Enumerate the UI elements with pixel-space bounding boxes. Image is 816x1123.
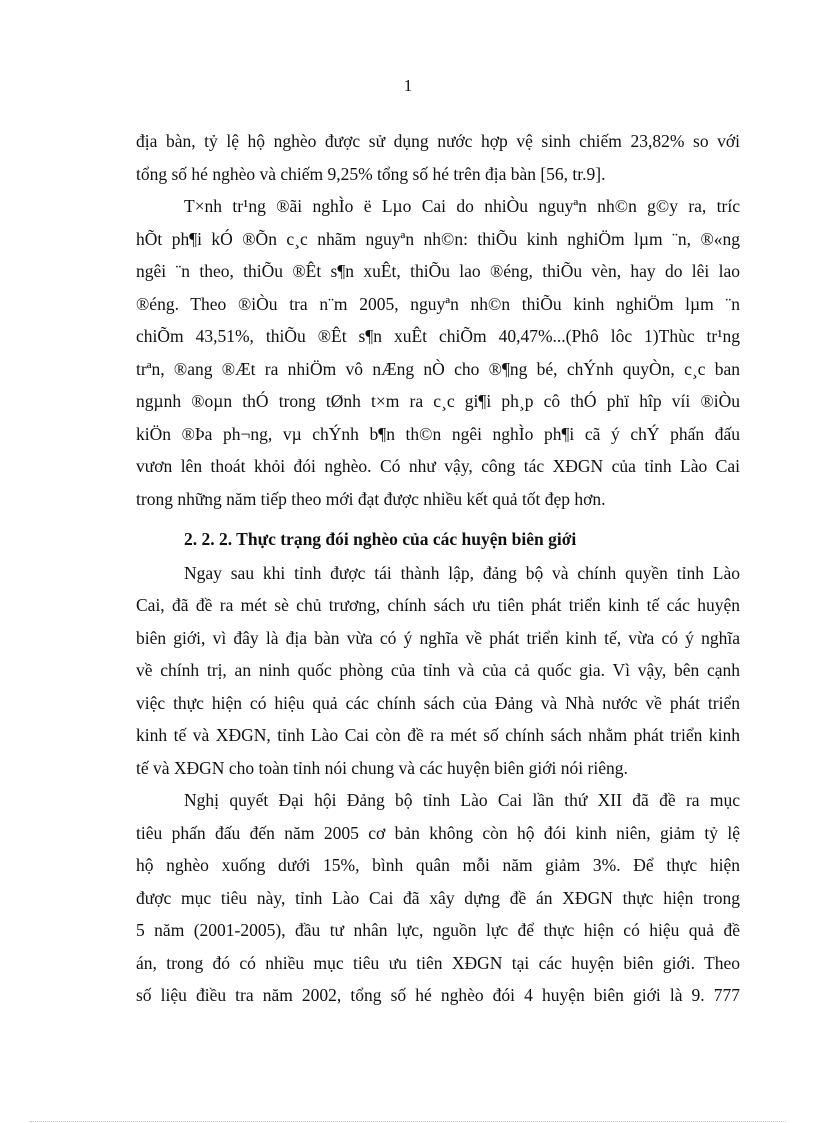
footer-divider xyxy=(30,1121,786,1122)
text-line: vươn lên thoát khỏi đói nghèo. Có như vậy, công tác XĐGN của tỉnh Lào Cai xyxy=(136,456,740,476)
text-line: hÕt ph¶i kÓ ®Õn c¸c nhãm nguyªn nh©n: thiÕu kinh nghiÖm lµm ¨n, ®«ng xyxy=(136,228,740,249)
document-body xyxy=(136,125,740,1012)
text-line: chiÕm 43,51%, thiÕu ®Êt s¶n xuÊt chiÕm 40,47%...(Phô lôc 1)Thùc tr¹ng xyxy=(136,326,740,346)
text-line: tiêu phấn đấu đến năm 2005 cơ bản không còn hộ đói kinh niên, giảm tỷ lệ xyxy=(136,822,740,843)
text-line: được mục tiêu này, tỉnh Lào Cai đã xây dựng đề án XĐGN thực hiện trong xyxy=(136,887,740,908)
text-line: hộ nghèo xuống dưới 15%, bình quân mỗi năm giảm 3%. Để thực hiện xyxy=(136,855,740,875)
text-line: việc thực hiện có hiệu quả các chính sách của Đảng và Nhà nước về phát triển xyxy=(136,692,740,713)
text-line: tế và XĐGN cho toàn tỉnh nói chung và các huyện biên giới nói riêng. xyxy=(136,757,628,778)
text-line: ngµnh ®oµn thÓ trong tØnh t×m ra c¸c gi¶i ph¸p cô thÓ phï hîp víi ®iÒu xyxy=(136,391,740,411)
text-line: về chính trị, an ninh quốc phòng của tỉnh và của cả quốc gia. Vì vậy, bên cạnh xyxy=(136,660,740,680)
text-line: trong những năm tiếp theo mới đạt được nhiều kết quả tốt đẹp hơn. xyxy=(136,488,606,509)
text-line: trªn, ®ang ®Æt ra nhiÖm vô nÆng nÒ cho ®¶ng bé, chÝnh quyÒn, c¸c ban xyxy=(136,358,740,379)
paragraph-causes xyxy=(136,190,740,515)
text-line: T×nh tr¹ng ®ãi nghÌo ë Lµo Cai do nhiÒu nguyªn nh©n g©y ra, tríc xyxy=(184,196,740,216)
section-heading: 2. 2. 2. Thực trạng đói nghèo của các huyện biên giới xyxy=(184,529,577,549)
text-line: Ngay sau khi tỉnh được tái thành lập, đảng bộ và chính quyền tỉnh Lào xyxy=(184,562,740,583)
text-line: số liệu điều tra năm 2002, tổng số hé nghèo đói 4 huyện biên giới là 9. 777 xyxy=(136,985,740,1005)
text-line: kiÖn ®Þa ph¬ng, vµ chÝnh b¶n th©n ngêi nghÌo ph¶i cã ý chÝ phấn đấu xyxy=(136,423,740,444)
paragraph-continuation xyxy=(136,125,740,190)
text-line: kinh tế và XĐGN, tỉnh Lào Cai còn đề ra mét số chính sách nhằm phát triển kinh xyxy=(136,725,740,745)
text-line: ngêi ¨n theo, thiÕu ®Êt s¶n xuÊt, thiÕu lao ®éng, thiÕu vèn, hay do lêi lao xyxy=(136,261,740,281)
paragraph-border-districts xyxy=(136,557,740,785)
text-line: tổng số hé nghèo và chiếm 9,25% tổng số hé trên địa bàn [56, tr.9]. xyxy=(136,163,606,184)
text-line: Nghị quyết Đại hội Đảng bộ tỉnh Lào Cai lần thứ XII đã đề ra mục xyxy=(184,790,740,810)
paragraph-resolution xyxy=(136,784,740,1012)
text-line: 5 năm (2001-2005), đầu tư nhân lực, nguồn lực để thực hiện có hiệu quả đề xyxy=(136,920,740,940)
text-line: ®éng. Theo ®iÒu tra n¨m 2005, nguyªn nh©n thiÕu kinh nghiÖm lµm ¨n xyxy=(136,293,740,314)
text-line: biên giới, vì đây là địa bàn vừa có ý nghĩa về phát triển kinh tế, vừa có ý nghĩa xyxy=(136,627,740,648)
text-line: Cai, đã đề ra mét sè chủ trương, chính sách ưu tiên phát triển kinh tế các huyện xyxy=(136,595,740,615)
text-line: án, trong đó có nhiều mục tiêu ưu tiên XĐGN tại các huyện biên giới. Theo xyxy=(136,952,740,973)
page-number: 1 xyxy=(403,76,413,95)
text-line: địa bàn, tỷ lệ hộ nghèo được sử dụng nước hợp vệ sinh chiếm 23,82% so với xyxy=(136,131,740,151)
